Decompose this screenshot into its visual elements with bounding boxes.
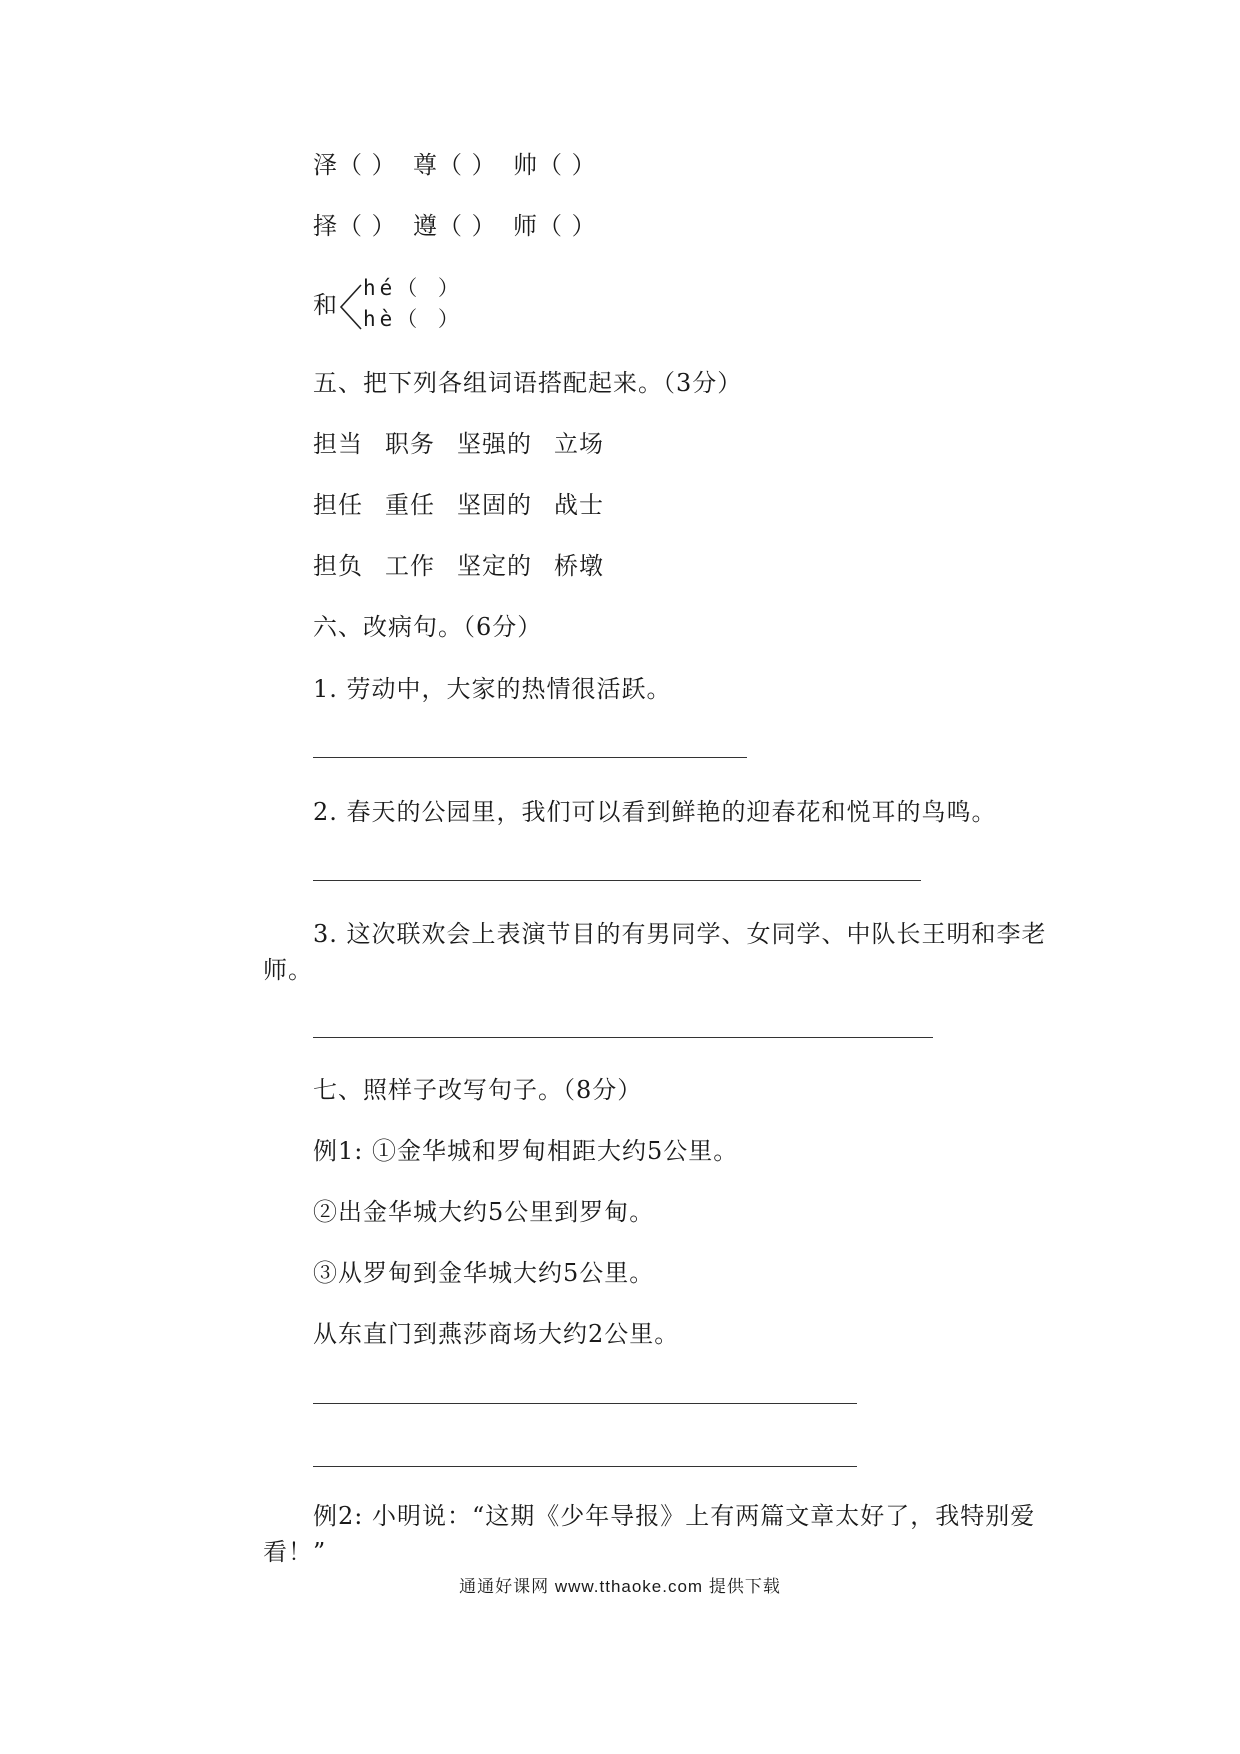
answer-line[interactable] <box>313 1466 857 1467</box>
section-6-title: 六、改病句。（6分） <box>313 613 543 641</box>
polyphone-reading-1: hé（ ） <box>363 276 463 300</box>
polyphone-reading-2: hè（ ） <box>363 307 463 331</box>
char-item: 帅（ ） <box>513 151 597 179</box>
match-row-3 <box>313 549 626 583</box>
match-word: 战士 <box>554 491 604 519</box>
match-word: 重任 <box>385 491 435 519</box>
polyphone-char: 和 <box>313 291 337 319</box>
answer-line[interactable] <box>313 1037 933 1038</box>
branch-bracket-icon <box>339 279 363 335</box>
char-item: 择（ ） <box>313 212 397 240</box>
polyphone-block <box>313 275 473 339</box>
char-item: 尊（ ） <box>413 151 497 179</box>
example-1-sentence-c: ③从罗甸到金华城大约5公里。 <box>313 1259 655 1287</box>
footer-credit: 通通好课网 www.tthaoke.com 提供下载 <box>459 1577 781 1596</box>
section-7-title: 七、照样子改写句子。（8分） <box>313 1076 643 1104</box>
match-word: 坚定的 <box>457 552 532 580</box>
match-word: 工作 <box>385 552 435 580</box>
match-row-2 <box>313 488 626 522</box>
match-word: 职务 <box>385 430 435 458</box>
char-item: 遵（ ） <box>413 212 497 240</box>
match-word: 立场 <box>554 430 604 458</box>
s6-question-1: 1. 劳动中，大家的热情很活跃。 <box>313 675 672 703</box>
example-2-sentence: 例2: 小明说：“这期《少年导报》上有两篇文章太好了，我特别爱看！” <box>263 1502 1036 1566</box>
match-word: 担当 <box>313 430 363 458</box>
answer-line[interactable] <box>313 1403 857 1404</box>
char-item: 师（ ） <box>513 212 597 240</box>
match-word: 担任 <box>313 491 363 519</box>
char-row-2 <box>313 209 597 243</box>
match-word: 担负 <box>313 552 363 580</box>
example-1-sentence-a: 例1: ①金华城和罗甸相距大约5公里。 <box>313 1137 739 1165</box>
match-row-1 <box>313 427 626 461</box>
section-5-title: 五、把下列各组词语搭配起来。（3分） <box>313 369 743 397</box>
match-word: 桥墩 <box>554 552 604 580</box>
char-row-1 <box>313 148 597 182</box>
s6-question-2: 2. 春天的公园里，我们可以看到鲜艳的迎春花和悦耳的鸟鸣。 <box>313 798 997 826</box>
example-1-task: 从东直门到燕莎商场大约2公里。 <box>313 1320 680 1348</box>
answer-line[interactable] <box>313 757 747 758</box>
char-item: 泽（ ） <box>313 151 397 179</box>
s6-question-3: 3. 这次联欢会上表演节目的有男同学、女同学、中队长王明和李老师。 <box>263 920 1047 984</box>
match-word: 坚强的 <box>457 430 532 458</box>
example-1-sentence-b: ②出金华城大约5公里到罗甸。 <box>313 1198 655 1226</box>
answer-line[interactable] <box>313 880 921 881</box>
match-word: 坚固的 <box>457 491 532 519</box>
